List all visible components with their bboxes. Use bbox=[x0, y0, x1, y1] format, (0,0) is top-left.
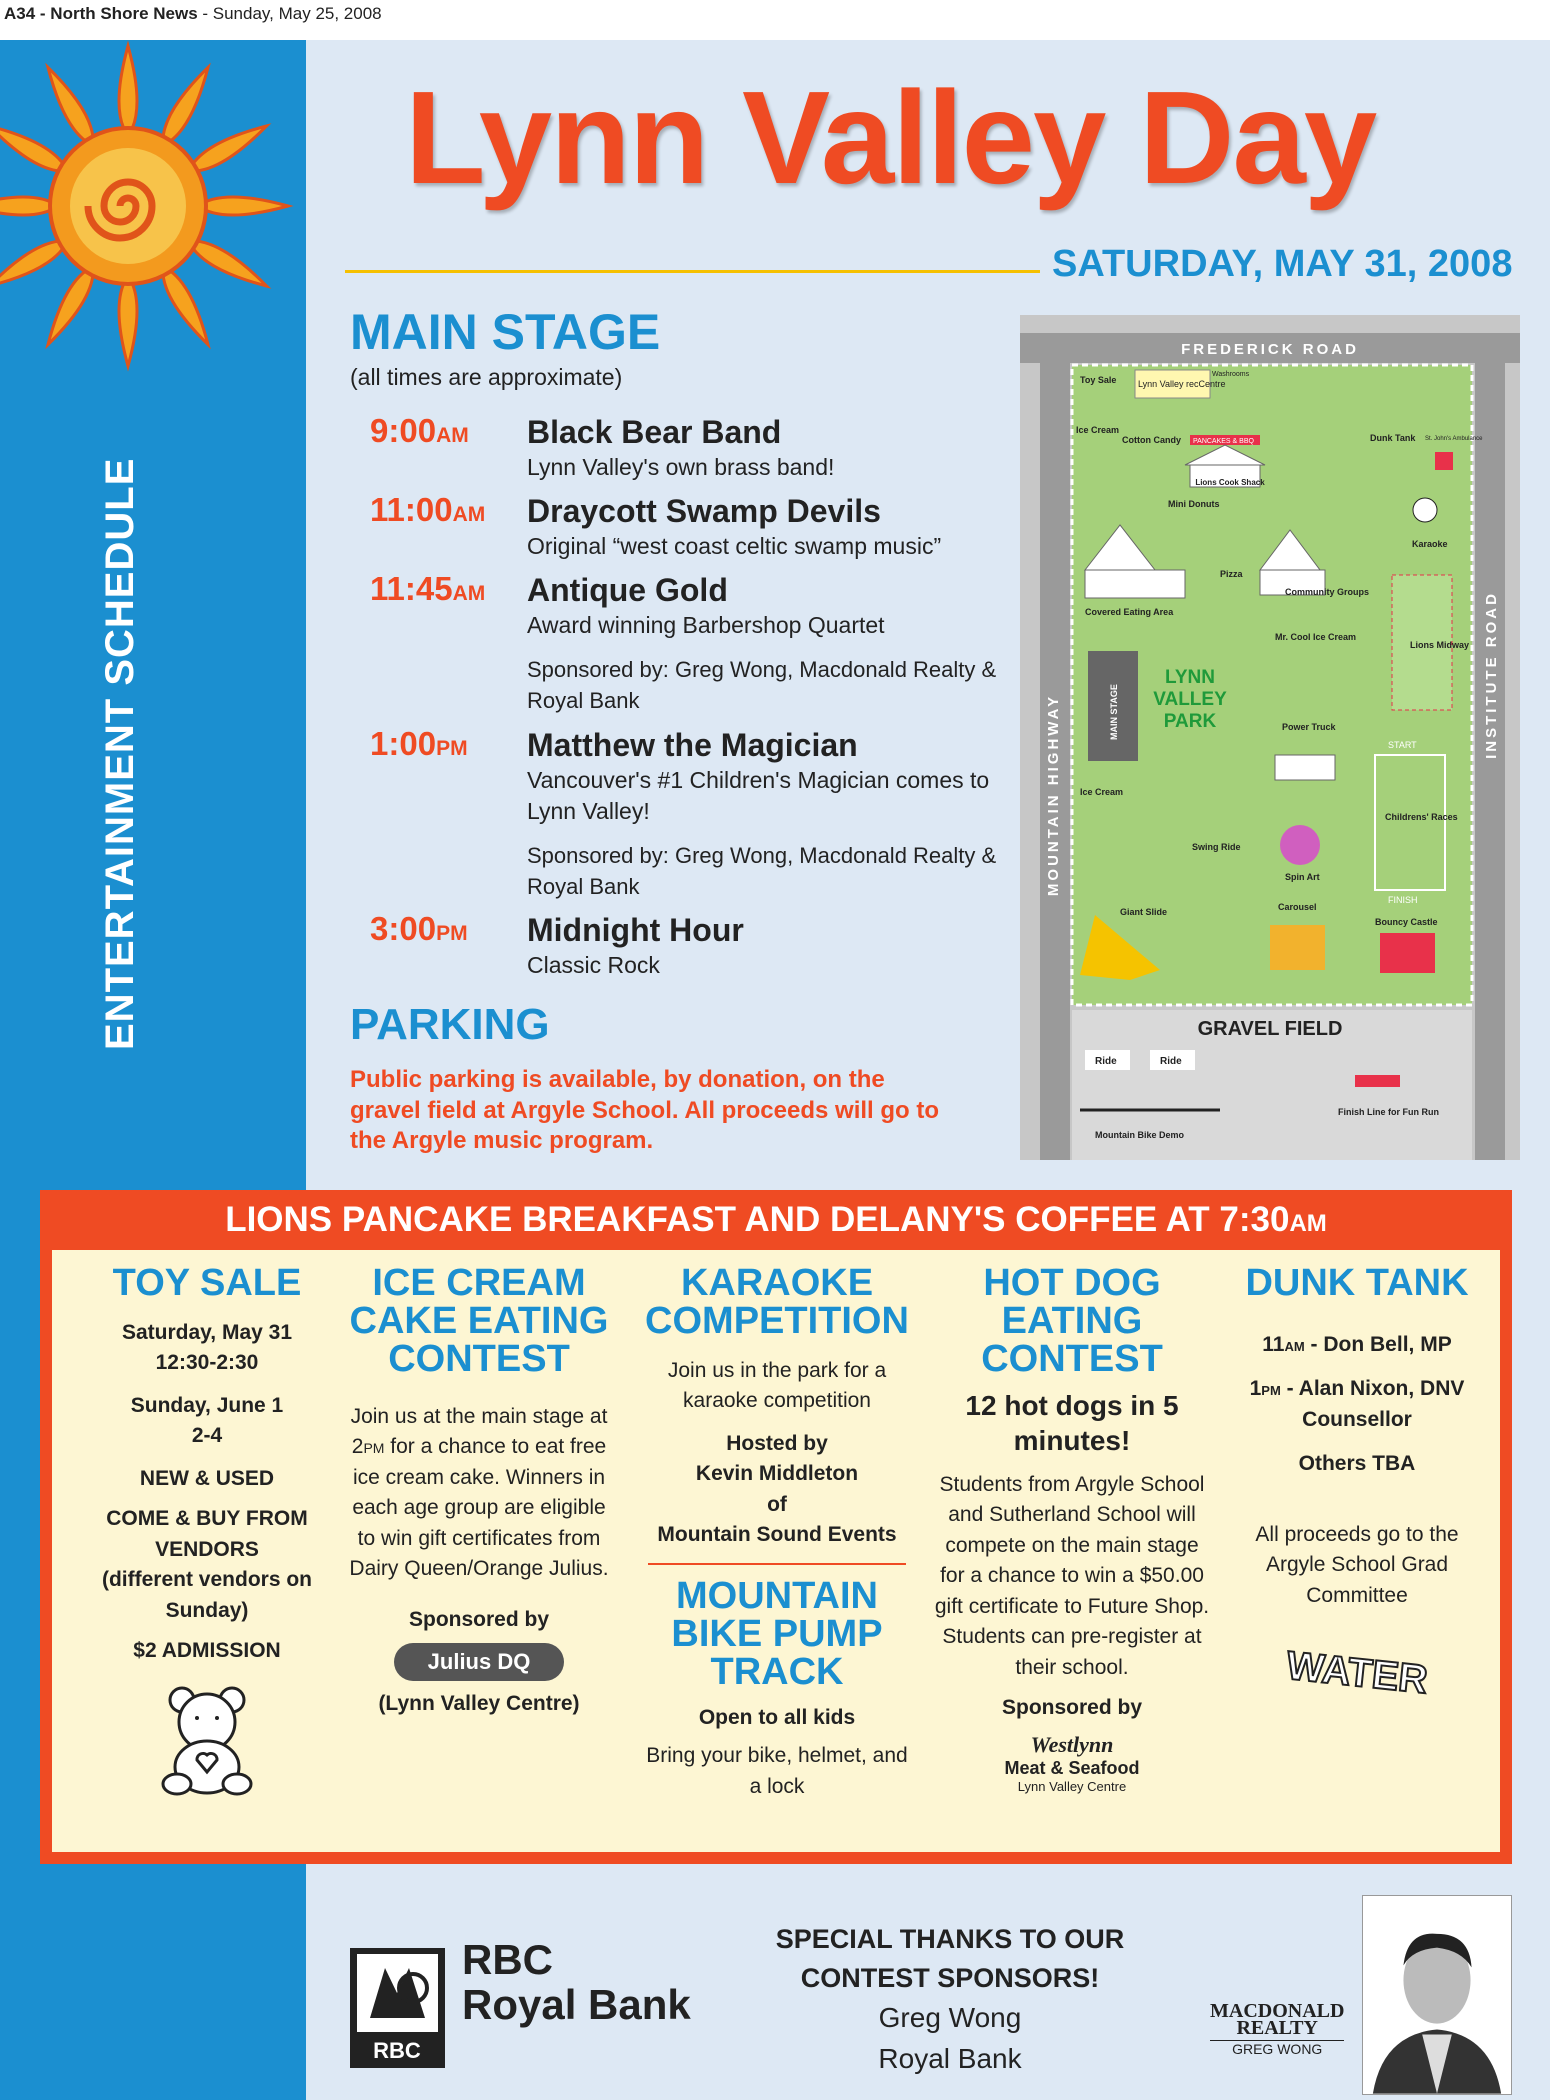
schedule-row bbox=[370, 491, 1010, 562]
schedule-act bbox=[527, 725, 1010, 903]
ice-cream-place: (Lynn Valley Centre) bbox=[378, 1692, 580, 1716]
map-cotton-candy: Cotton Candy bbox=[1122, 435, 1181, 445]
bike-body: Bring your bike, helmet, and a lock bbox=[646, 1744, 908, 1798]
event-date: SATURDAY, MAY 31, 2008 bbox=[1052, 243, 1513, 285]
rbc-line-1: RBC bbox=[462, 1936, 553, 1983]
schedule-ampm: AM bbox=[452, 582, 486, 606]
schedule-ampm: PM bbox=[436, 922, 468, 946]
act-sponsor: Sponsored by: Greg Wong, Macdonald Realty & Royal Bank bbox=[527, 657, 997, 713]
julius-dq-logo: Julius DQ bbox=[394, 1643, 564, 1681]
ice-cream-time: 2 bbox=[351, 1435, 364, 1459]
schedule-time bbox=[370, 412, 527, 483]
dunk-ampm-2: PM bbox=[1261, 1383, 1281, 1399]
schedule-time-value: 1:00 bbox=[370, 724, 437, 762]
yellow-divider bbox=[345, 270, 1040, 273]
act-name: Antique Gold bbox=[527, 572, 728, 609]
ice-cream-body bbox=[344, 1402, 614, 1585]
road-west: MOUNTAIN HIGHWAY bbox=[1045, 693, 1062, 897]
karaoke-of: of bbox=[767, 1492, 787, 1516]
act-sponsor: Sponsored by: Greg Wong, Macdonald Realty & Royal Bank bbox=[527, 842, 997, 899]
dunk-ampm-1: AM bbox=[1284, 1339, 1305, 1354]
act-name: Midnight Hour bbox=[527, 912, 744, 949]
breakfast-band bbox=[40, 1190, 1512, 1864]
rbc-line-2: Royal Bank bbox=[462, 1980, 691, 2028]
map-finish-line: Finish Line for Fun Run bbox=[1338, 1107, 1439, 1117]
dunk-time-1: 11 bbox=[1262, 1333, 1285, 1356]
schedule-time bbox=[370, 725, 527, 903]
act-name: Black Bear Band bbox=[527, 414, 782, 450]
map-park-line-2: VALLEY bbox=[1153, 689, 1227, 710]
map-pancakes: PANCAKES & BBQ bbox=[1193, 438, 1254, 445]
schedule-act bbox=[527, 491, 1010, 562]
parking-heading: PARKING bbox=[350, 1000, 550, 1049]
map-mini-donuts: Mini Donuts bbox=[1168, 499, 1220, 509]
rbc-logo-text: RBC bbox=[373, 2038, 421, 2063]
map-ambulance: St. John's Ambulance bbox=[1425, 436, 1483, 442]
map-ride-2: Ride bbox=[1160, 1056, 1182, 1067]
map-mr-cool: Mr. Cool Ice Cream bbox=[1275, 632, 1357, 642]
map-gravel: GRAVEL FIELD bbox=[1197, 1018, 1343, 1040]
toy-sale-column bbox=[92, 1264, 322, 1802]
breakfast-text: LIONS PANCAKE BREAKFAST AND DELANY'S COFFEE AT 7:30 bbox=[225, 1200, 1290, 1239]
macdonald-realty-logo bbox=[1210, 2000, 1344, 2057]
toy-sale-day1: Saturday, May 31 bbox=[121, 1321, 293, 1344]
act-description: Original “west coast celtic swamp music” bbox=[527, 533, 942, 560]
dunk-tank-column bbox=[1237, 1262, 1477, 1703]
westlynn-logo-place: Lynn Valley Centre bbox=[1017, 1778, 1127, 1794]
map-carousel: Carousel bbox=[1278, 902, 1317, 912]
map-toy-sale: Toy Sale bbox=[1080, 375, 1117, 385]
act-description: Classic Rock bbox=[527, 952, 660, 979]
map-main-stage: MAIN STAGE bbox=[1109, 684, 1119, 740]
schedule-act bbox=[527, 570, 1010, 717]
karaoke-host: Kevin Middleton bbox=[695, 1462, 859, 1486]
entertainment-schedule-label: ENTERTAINMENT SCHEDULE bbox=[98, 457, 142, 1050]
hot-dog-body: Students from Argyle School and Sutherland School will compete on the main stage for a chance to win a $50.00 gift certificate to Future Shop. Students can pre-register at their school. bbox=[934, 1473, 1210, 1679]
rbc-logo-icon bbox=[345, 1948, 455, 2073]
map-dunk-tank: Dunk Tank bbox=[1370, 433, 1416, 443]
thanks-sponsor-1: Greg Wong bbox=[878, 2002, 1022, 2034]
schedule-time-value: 11:45 bbox=[370, 570, 453, 608]
map-spin: Spin Art bbox=[1285, 872, 1320, 882]
map-covered: Covered Eating Area bbox=[1085, 607, 1174, 617]
dunk-name-1: - Don Bell, MP bbox=[1304, 1333, 1452, 1356]
schedule-row bbox=[370, 910, 1010, 981]
teddy-bear-icon bbox=[152, 1682, 262, 1797]
act-description: Award winning Barbershop Quartet bbox=[527, 612, 885, 639]
toy-sale-heading: TOY SALE bbox=[112, 1262, 302, 1304]
paper-name: North Shore News bbox=[50, 4, 198, 23]
map-park-line-1: LYNN bbox=[1165, 667, 1215, 688]
sun-icon bbox=[0, 38, 340, 378]
parking-text: Public parking is available, by donation, on the gravel field at Argyle School. All proceeds will go to the Argyle music program. bbox=[350, 1066, 940, 1155]
mac-line-2: REALTY bbox=[1236, 2017, 1318, 2039]
dunk-time-2: 1 bbox=[1249, 1377, 1262, 1401]
toy-sale-admission: $2 ADMISSION bbox=[133, 1638, 281, 1662]
map-ice-cream: Ice Cream bbox=[1076, 425, 1120, 435]
toy-sale-come-buy: COME & BUY FROM VENDORS bbox=[106, 1507, 308, 1561]
hot-dog-tagline: 12 hot dogs in 5 minutes! bbox=[965, 1390, 1179, 1456]
ice-cream-pm: PM bbox=[363, 1440, 385, 1457]
schedule-time-value: 3:00 bbox=[370, 910, 437, 948]
act-description: Lynn Valley's own brass band! bbox=[527, 454, 835, 480]
sponsor-thanks bbox=[760, 1920, 1140, 2079]
sponsor-portrait bbox=[1362, 1895, 1512, 2095]
westlynn-logo-sub: Meat & Seafood bbox=[1004, 1757, 1140, 1778]
karaoke-column bbox=[642, 1264, 912, 1802]
bike-open: Open to all kids bbox=[698, 1705, 856, 1729]
mac-line-3: GREG WONG bbox=[1210, 2040, 1344, 2057]
ice-cream-body-pre: Join us at the main stage at bbox=[350, 1405, 608, 1428]
act-name: Matthew the Magician bbox=[527, 726, 858, 763]
ice-cream-heading: ICE CREAM CAKE EATING CONTEST bbox=[349, 1262, 609, 1380]
dunk-others: Others TBA bbox=[1298, 1452, 1416, 1476]
toy-sale-day2: Sunday, June 1 bbox=[130, 1393, 284, 1417]
dunk-body: All proceeds go to the Argyle School Grad Committee bbox=[1255, 1522, 1459, 1607]
schedule-act bbox=[527, 412, 1010, 483]
map-pizza: Pizza bbox=[1220, 569, 1243, 579]
hot-dog-sponsored: Sponsored by bbox=[1001, 1696, 1143, 1720]
map-ride-1: Ride bbox=[1095, 1056, 1117, 1067]
toy-sale-time2: 2-4 bbox=[191, 1424, 223, 1448]
map-rec: Lynn Valley recCentre bbox=[1138, 379, 1226, 389]
map-cook-shack: Lions Cook Shack bbox=[1195, 478, 1265, 487]
breakfast-ampm: AM bbox=[1289, 1210, 1327, 1237]
map-washrooms: Washrooms bbox=[1212, 371, 1250, 378]
park-map bbox=[1020, 315, 1520, 1160]
ice-cream-sponsored: Sponsored by bbox=[408, 1607, 550, 1631]
masthead: A34 - North Shore News - Sunday, May 25, 2008 bbox=[0, 0, 1550, 40]
toy-sale-vendors: (different vendors on Sunday) bbox=[101, 1568, 312, 1622]
main-stage-heading: MAIN STAGE bbox=[350, 304, 661, 360]
breakfast-title bbox=[40, 1200, 1512, 1240]
water-logo: WATER bbox=[1284, 1643, 1430, 1703]
schedule-row bbox=[370, 412, 1010, 483]
map-swing: Swing Ride bbox=[1192, 842, 1241, 852]
map-start: START bbox=[1388, 740, 1417, 750]
rbc-wordmark bbox=[462, 1938, 691, 2027]
dunk-row-1 bbox=[1237, 1330, 1477, 1360]
paper-date: Sunday, May 25, 2008 bbox=[212, 4, 382, 23]
act-description: Vancouver's #1 Children's Magician comes to Lynn Valley! bbox=[527, 766, 990, 824]
karaoke-body: Join us in the park for a karaoke competition bbox=[667, 1359, 887, 1413]
dunk-row-2 bbox=[1237, 1374, 1477, 1435]
map-midway: Lions Midway bbox=[1410, 640, 1470, 650]
page-title: Lynn Valley Day bbox=[405, 64, 1376, 211]
schedule-row bbox=[370, 725, 1010, 903]
map-park-line-3: PARK bbox=[1163, 711, 1217, 732]
bike-heading: MOUNTAIN BIKE PUMP TRACK bbox=[671, 1574, 883, 1693]
schedule-list bbox=[370, 412, 1010, 989]
map-slide: Giant Slide bbox=[1120, 907, 1168, 917]
road-north: FREDERICK ROAD bbox=[1181, 341, 1359, 358]
act-name: Draycott Swamp Devils bbox=[527, 493, 881, 530]
thanks-sponsor-2: Royal Bank bbox=[878, 2042, 1022, 2074]
map-finish: FINISH bbox=[1388, 895, 1418, 905]
schedule-act bbox=[527, 910, 1010, 981]
karaoke-hosted: Hosted by bbox=[726, 1431, 828, 1455]
map-bouncy: Bouncy Castle bbox=[1375, 917, 1438, 927]
events-panel bbox=[52, 1250, 1500, 1852]
thanks-heading: SPECIAL THANKS TO OUR CONTEST SPONSORS! bbox=[775, 1924, 1125, 1994]
map-ice-cream-2: Ice Cream bbox=[1080, 787, 1124, 797]
schedule-time bbox=[370, 491, 527, 562]
road-east: INSTITUTE ROAD bbox=[1483, 591, 1500, 759]
karaoke-heading: KARAOKE COMPETITION bbox=[645, 1262, 909, 1342]
westlynn-logo: Westlynn bbox=[1030, 1731, 1114, 1757]
schedule-ampm: AM bbox=[436, 424, 469, 447]
toy-sale-time1: 12:30-2:30 bbox=[155, 1351, 259, 1375]
map-childrens: Childrens' Races bbox=[1385, 812, 1458, 822]
toy-sale-new-used: NEW & USED bbox=[139, 1466, 275, 1490]
schedule-ampm: PM bbox=[436, 736, 468, 760]
mac-line-1: MACDONALD bbox=[1210, 2000, 1345, 2022]
map-community: Community Groups bbox=[1285, 587, 1370, 597]
hot-dog-heading: HOT DOG EATING CONTEST bbox=[981, 1262, 1163, 1380]
map-karaoke: Karaoke bbox=[1412, 539, 1448, 549]
map-power-truck: Power Truck bbox=[1282, 722, 1336, 732]
ice-cream-column bbox=[344, 1264, 614, 1720]
times-note: (all times are approximate) bbox=[350, 364, 623, 390]
map-bike: Mountain Bike Demo bbox=[1095, 1130, 1185, 1140]
karaoke-divider bbox=[648, 1563, 906, 1565]
schedule-time-value: 11:00 bbox=[370, 491, 453, 529]
dunk-tank-heading: DUNK TANK bbox=[1245, 1262, 1469, 1304]
schedule-time-value: 9:00 bbox=[370, 412, 437, 449]
karaoke-org: Mountain Sound Events bbox=[657, 1523, 897, 1547]
page-number: A34 bbox=[4, 4, 36, 23]
hot-dog-column bbox=[932, 1264, 1212, 1794]
dunk-name-2: - Alan Nixon, DNV Counsellor bbox=[1280, 1377, 1465, 1431]
ice-cream-body-post: for a chance to eat free ice cream cake. Winners in each age group are eligible to win gift certificates from Dairy Queen/Orange Julius. bbox=[349, 1435, 609, 1581]
schedule-time bbox=[370, 570, 527, 717]
schedule-ampm: AM bbox=[452, 503, 486, 527]
schedule-row bbox=[370, 570, 1010, 717]
schedule-time bbox=[370, 910, 527, 981]
